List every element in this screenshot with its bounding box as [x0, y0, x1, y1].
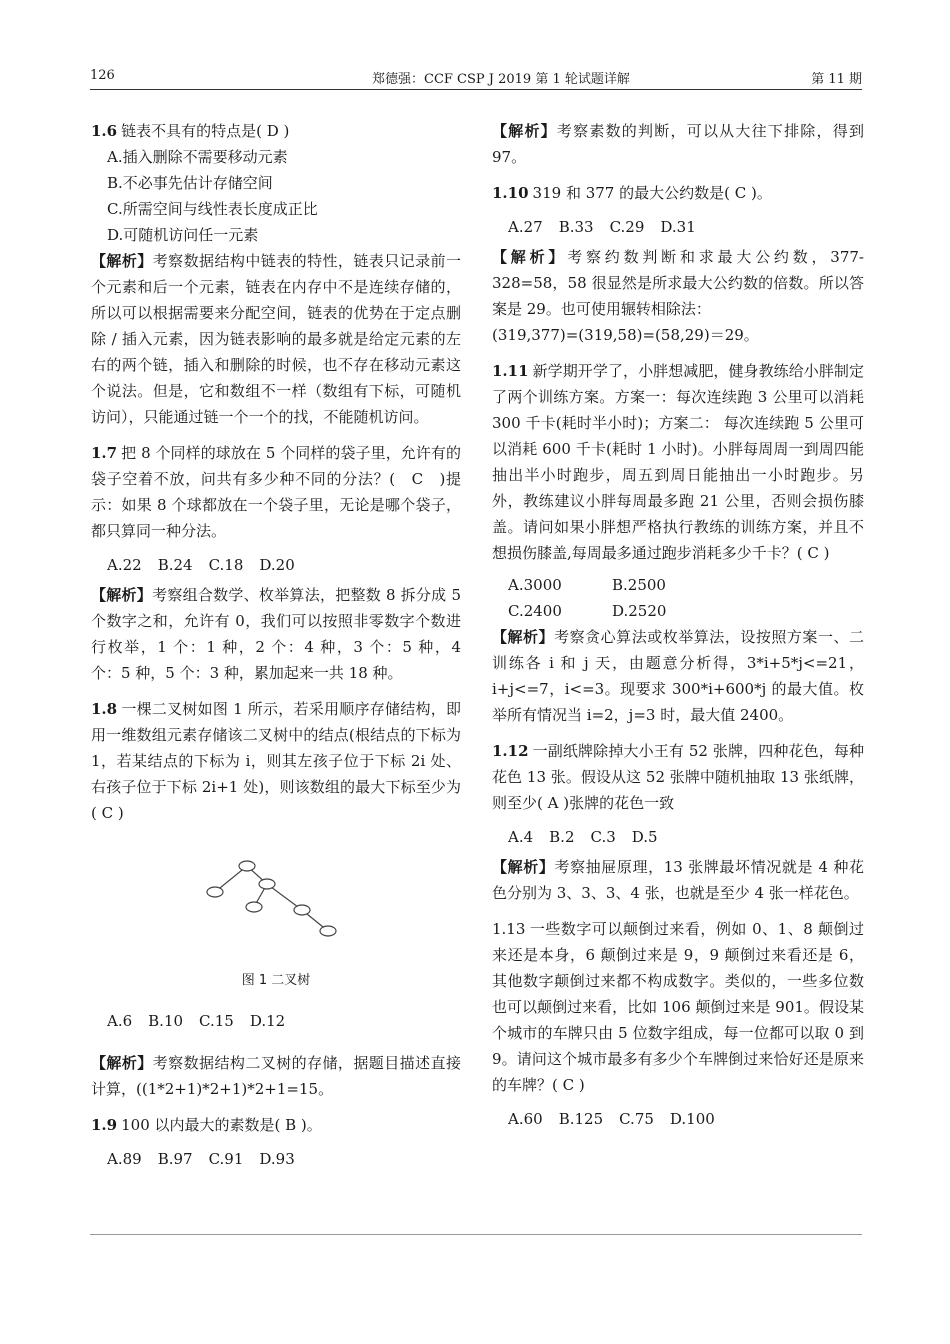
option-c: C.75 [619, 1110, 654, 1128]
option-c: C.18 [208, 556, 244, 574]
option-b: B.24 [157, 556, 193, 574]
question-stem: 319 和 377 的最大公约数是( C )。 [532, 184, 772, 202]
analysis-tag: 【解析】 [492, 628, 555, 646]
tree-node [320, 926, 336, 936]
analysis-tag: 【解析】 [492, 248, 568, 266]
question-number: 1.6 [91, 122, 118, 140]
issue-number: 第 11 期 [811, 72, 862, 87]
page-number: 126 [90, 68, 115, 83]
option-b: B.125 [558, 1110, 604, 1128]
question-1-6 [91, 118, 461, 144]
analysis-text: 考察抽屉原理，13 张牌最坏情况就是 4 种花色分别为 3、3、3、4 张，也就是至少 4 张一样花色。 [492, 858, 864, 902]
options-1-12 [492, 824, 864, 850]
question-1-8 [91, 696, 461, 826]
analysis-1-12 [492, 854, 864, 906]
question-stem: 一棵二叉树如图 1 所示，若采用顺序存储结构，即用一维数组元素存储该二叉树中的结点(根结点的下标为 1，若某结点的下标为 i，则其左孩子位于下标 2i 处、右孩子位于下标 2i+1 处)，则该数组的最大下标至少为( C ) [91, 700, 461, 822]
question-stem: 链表不具有的特点是( D ) [121, 122, 290, 140]
tree-node [207, 887, 223, 897]
option-d: D.5 [631, 828, 658, 846]
analysis-1-11 [492, 624, 864, 728]
option-a: A.89 [107, 1150, 142, 1168]
question-number: 1.12 [492, 742, 529, 760]
options-1-10 [492, 214, 864, 240]
analysis-tag: 【解析】 [91, 1054, 153, 1072]
analysis-tag: 【解析】 [492, 122, 557, 140]
question-stem: 把 8 个同样的球放在 5 个同样的袋子里，允许有的袋子空着不放，问共有多少种不同的分法？( C )提示：如果 8 个球都放在一个袋子里，无论是哪个袋子，都只算同一种分法。 [91, 444, 461, 540]
option-a: A.插入删除不需要移动元素 [107, 148, 288, 166]
option-a: A.22 [107, 556, 142, 574]
running-header [90, 68, 862, 88]
question-stem: 新学期开学了，小胖想减肥，健身教练给小胖制定了两个训练方案。方案一：每次连续跑 3 公里可以消耗 300 千卡(耗时半小时)；方案二： 每次连续跑 5 公里可以消耗 600 千卡(耗时 1 小时)。小胖每周周一到周四能抽出半小时跑步，周五到周日能抽出一小时跑步。另外，教练建议小胖每周最多跑 21 公里，否则会损伤膝盖。请问如果小胖想严格执行教练的训练方案，并且不想损伤膝盖,每周最多通过跑步消耗多少千卡？( C ) [492, 362, 864, 562]
question-number: 1.13 [492, 920, 526, 938]
question-1-12 [492, 738, 864, 816]
option-a: A.6 [107, 1012, 133, 1030]
tree-node [259, 879, 275, 889]
options-1-7 [91, 552, 461, 578]
figure-caption: 图 1 二叉树 [241, 973, 311, 988]
analysis-tag: 【解析】 [492, 858, 555, 876]
analysis-1-10 [492, 244, 864, 322]
analysis-formula: (319,377)=(319,58)=(58,29)＝29。 [492, 326, 759, 344]
option-b: B.不必事先估计存储空间 [107, 174, 273, 192]
option-b: B.10 [148, 1012, 184, 1030]
option-d: D.100 [669, 1110, 715, 1128]
analysis-text: 考察约数判断和求最大公约数，377-328=58，58 很显然是所求最大公约数的倍数。所以答案是 29。也可使用辗转相除法： [492, 248, 864, 318]
question-number: 1.9 [91, 1116, 118, 1134]
option-b: B.97 [157, 1150, 193, 1168]
question-stem: 一副纸牌除掉大小王有 52 张牌，四种花色，每种花色 13 张。假设从这 52 张牌中随机抽取 13 张纸牌，则至少( A )张牌的花色一致 [492, 742, 864, 812]
question-stem: 100 以内最大的素数是( B )。 [121, 1116, 322, 1134]
option-b: B.2500 [612, 576, 666, 594]
options-1-8 [91, 1008, 461, 1034]
option-c: C.91 [208, 1150, 244, 1168]
option-c: C.29 [609, 218, 645, 236]
options-1-13 [492, 1106, 864, 1132]
question-1-9 [91, 1112, 461, 1138]
analysis-1-9 [492, 118, 864, 170]
question-number: 1.11 [492, 362, 529, 380]
analysis-text: 考察数据结构中链表的特性，链表只记录前一个元素和后一个元素，链表在内存中不是连续存储的，所以可以根据需要来分配空间，链表的优势在于定点删除 / 插入元素，因为链表影响的最多就是给定元素的左右的两个链，插入和删除的时候，也不存在移动元素这个说法。但是，它和数组不一样（数组有下标，可随机访问），只能通过链一个一个的找，不能随机访问。 [91, 252, 461, 426]
left-column [91, 118, 461, 1176]
question-stem: 一些数字可以颠倒过来看，例如 0、1、8 颠倒过来还是本身，6 颠倒过来是 9，9 颠倒过来看还是 6，其他数字颠倒过来都不构成数字。类似的，一些多位数也可以颠倒过来看，比如 106 颠倒过来是 901。假设某个城市的车牌只由 5 位数字组成，每一位都可以取 0 到 9。请问这个城市最多有多少个车牌倒过来恰好还是原来的车牌？( C ) [492, 920, 864, 1094]
right-column [492, 118, 864, 1136]
question-1-11 [492, 358, 864, 566]
binary-tree-figure [201, 856, 351, 956]
analysis-text: 考察组合数学、枚举算法，把整数 8 拆分成 5 个数字之和，允许有 0，我们可以按照非零数字个数进行枚举，1 个：1 种，2 个：4 种，3 个：5 种，4 个：5 种，5 个：3 种，累加起来一共 18 种。 [91, 586, 461, 682]
option-c: C.15 [199, 1012, 234, 1030]
header-rule [90, 89, 862, 90]
question-number: 1.7 [91, 444, 118, 462]
tree-node [239, 861, 255, 871]
analysis-text: 考察贪心算法或枚举算法，设按照方案一、二训练各 i 和 j 天，由题意分析得，3*i+5*j<=21，i+j<=7，i<=3。现要求 300*i+600*j 的最大值。枚举所有情况当 i=2，j=3 时，最大值 2400。 [492, 628, 864, 724]
analysis-text: 考察数据结构二叉树的存储，据题目描述直接计算，((1*2+1)*2+1)*2+1=15。 [91, 1054, 461, 1098]
tree-node [246, 902, 262, 912]
option-d: D.2520 [612, 602, 667, 620]
analysis-1-7 [91, 582, 461, 686]
running-title: 郑德强：CCF CSP J 2019 第 1 轮试题详解 [372, 72, 630, 87]
question-number: 1.10 [492, 184, 529, 202]
analysis-text: 考察素数的判断，可以从大往下排除，得到 97。 [492, 122, 864, 166]
option-a: A.27 [508, 218, 543, 236]
options-1-11 [492, 572, 864, 624]
option-c: C.2400 [508, 602, 562, 620]
tree-node [294, 905, 310, 915]
option-d: D.20 [259, 556, 295, 574]
option-d: D.93 [259, 1150, 295, 1168]
option-c: C.3 [590, 828, 616, 846]
analysis-1-8 [91, 1050, 461, 1102]
analysis-1-6 [91, 248, 461, 430]
question-1-7 [91, 440, 461, 544]
option-d: D.31 [660, 218, 696, 236]
option-b: B.2 [549, 828, 575, 846]
option-a: A.3000 [508, 576, 562, 594]
analysis-tag: 【解析】 [91, 252, 153, 270]
question-number: 1.8 [91, 700, 118, 718]
option-a: A.60 [508, 1110, 543, 1128]
footer-rule [90, 1234, 862, 1235]
option-d: D.12 [249, 1012, 286, 1030]
option-c: C.所需空间与线性表长度成正比 [107, 200, 318, 218]
option-a: A.4 [508, 828, 534, 846]
option-b: B.33 [558, 218, 594, 236]
question-1-13 [492, 916, 864, 1098]
option-d: D.可随机访问任一元素 [107, 226, 259, 244]
question-1-10 [492, 180, 864, 206]
options-1-9 [91, 1146, 461, 1172]
analysis-tag: 【解析】 [91, 586, 153, 604]
